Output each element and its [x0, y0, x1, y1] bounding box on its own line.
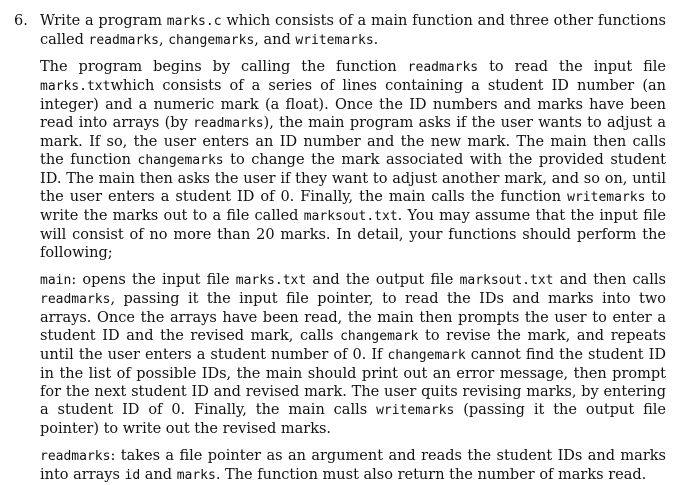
text-run: , passing it the input file pointer, to read the IDs and marks into two arrays. Once the arrays have been read, the main then prompts the user to enter a student ID and the revised mark, calls — [40, 291, 666, 344]
paragraph-readmarks-function — [40, 447, 666, 485]
code-identifier: readmarks — [40, 449, 111, 464]
code-identifier: marksout.txt — [459, 273, 554, 288]
text-run: to read the input file — [478, 59, 666, 75]
text-run: ), the main program asks if the user wants to adjust a mark. If so, the user enters an ID number and the new mark. The main then calls the function — [40, 115, 667, 168]
text-run: which consists of a series of lines containing a student ID number (an integer) and a numeric mark (a float). Once the ID numbers and marks have been read into arrays (by — [40, 78, 666, 131]
text-run: to change the mark associated with the provided student ID. The main then asks the user if they want to adjust another mark, and so on, until the user enters a student ID of 0. Finally, the main calls the function — [40, 152, 666, 205]
paragraph-main-function — [40, 271, 666, 438]
code-identifier: marksout.txt — [303, 209, 398, 224]
text-run: and the output file — [306, 272, 460, 288]
text-run: to revise the mark, and repeats until the user enters a student number of 0. If — [40, 328, 666, 363]
code-identifier: readmarks — [407, 60, 479, 75]
code-identifier: changemark — [340, 329, 419, 344]
code-identifier: id — [124, 468, 141, 483]
code-identifier: marks.c — [166, 14, 222, 29]
text-run: cannot find the student ID in the list of possible IDs, the main should print out an error message, then prompt for the next student ID and revised mark. The user quits revising marks, by entering a student ID of 0. Finally, the main calls — [40, 347, 667, 418]
code-identifier: readmarks — [40, 292, 111, 307]
question-number: 6. — [14, 13, 28, 29]
text-run: . — [373, 32, 379, 48]
text-run: , and — [254, 32, 296, 48]
text-run: : opens the input file — [71, 272, 236, 288]
code-identifier: changemarks — [137, 153, 224, 168]
text-run: . The function must also return the number of marks read. — [215, 467, 647, 483]
paragraph-program-overview — [40, 58, 666, 262]
text-run: The program begins by calling the function — [40, 59, 408, 75]
code-identifier: marks.txt — [40, 79, 111, 94]
text-run: Write a program — [40, 13, 167, 29]
code-identifier: marks — [176, 468, 216, 483]
code-identifier: writemarks — [376, 403, 455, 418]
code-identifier: changemark — [387, 348, 466, 363]
question-intro — [40, 12, 666, 50]
text-run: : takes a file pointer as an argument and reads the student IDs and marks into arrays — [40, 448, 666, 483]
code-identifier: readmarks — [88, 33, 159, 48]
code-identifier: main — [40, 273, 72, 288]
code-identifier: readmarks — [193, 116, 264, 131]
question-block — [14, 12, 666, 485]
text-run: . You may assume that the input file will consist of no more than 20 marks. In detail, your functions should perform the following; — [40, 208, 667, 261]
text-run: and then calls — [553, 272, 666, 288]
text-run: to write the marks out to a file called — [40, 189, 666, 224]
text-run: , — [158, 32, 169, 48]
text-run: (passing it the output file pointer) to write out the revised marks. — [40, 402, 666, 437]
text-run: which consists of a main function and three other functions called — [40, 13, 666, 48]
code-identifier: writemarks — [295, 33, 374, 48]
code-identifier: changemarks — [168, 33, 255, 48]
text-run: and — [140, 467, 177, 483]
code-identifier: writemarks — [567, 190, 646, 205]
code-identifier: marks.txt — [235, 273, 307, 288]
